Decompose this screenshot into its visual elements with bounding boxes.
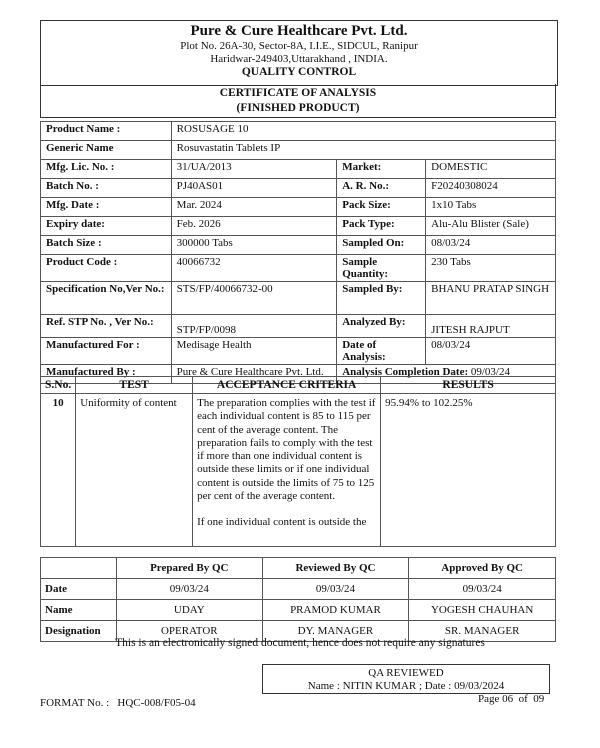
- table-row: [41, 217, 556, 236]
- approved-name: YOGESH CHAUHAN: [409, 600, 556, 621]
- table-row: [41, 255, 556, 282]
- table-header-row: [41, 558, 556, 579]
- product-name-value: ROSUSAGE 10: [171, 122, 555, 141]
- mfg-date-label: Mfg. Date :: [41, 198, 172, 217]
- mfg-date-value: Mar. 2024: [171, 198, 337, 217]
- name-label: Name: [41, 600, 117, 621]
- address-line-2: Haridwar-249403,Uttarakhand , INDIA.: [210, 53, 388, 65]
- approved-date: 09/03/24: [409, 579, 556, 600]
- mfd-by-label: Manufactured By :: [41, 365, 172, 384]
- doa-value: 08/03/24: [426, 338, 556, 365]
- document-title: CERTIFICATE OF ANALYSIS: [219, 87, 377, 99]
- prepared-designation: OPERATOR: [116, 621, 262, 642]
- ar-no-label: A. R. No.:: [337, 179, 426, 198]
- mfd-by-value: Pure & Cure Healthcare Pvt. Ltd.: [171, 365, 337, 384]
- spec-value: STS/FP/40066732-00: [171, 282, 337, 315]
- table-row: [41, 179, 556, 198]
- table-row: [41, 122, 556, 141]
- reviewed-name: PRAMOD KUMAR: [262, 600, 409, 621]
- date-label: Date: [41, 579, 117, 600]
- expiry-label: Expiry date:: [41, 217, 172, 236]
- table-row: [41, 236, 556, 255]
- reviewed-by-header: Reviewed By QC: [262, 558, 409, 579]
- analyzed-by-value: JITESH RAJPUT: [426, 315, 556, 338]
- batch-size-value: 300000 Tabs: [171, 236, 337, 255]
- table-row: [41, 394, 556, 547]
- sampled-on-label: Sampled On:: [337, 236, 426, 255]
- analyzed-by-label: Analyzed By:: [337, 315, 426, 338]
- document-subtitle: (FINISHED PRODUCT): [236, 102, 360, 114]
- sampled-by-value: BHANU PRATAP SINGH: [426, 282, 556, 315]
- batch-no-label: Batch No. :: [41, 179, 172, 198]
- prepared-name: UDAY: [116, 600, 262, 621]
- pack-type-label: Pack Type:: [337, 217, 426, 236]
- test-result: 95.94% to 102.25%: [381, 394, 556, 547]
- test-name: Uniformity of content: [76, 394, 193, 547]
- approved-by-header: Approved By QC: [409, 558, 556, 579]
- table-row: [41, 579, 556, 600]
- completion-value: 09/03/24: [470, 366, 510, 378]
- product-code-value: 40066732: [171, 255, 337, 282]
- sampled-on-value: 08/03/24: [426, 236, 556, 255]
- table-row: [41, 160, 556, 179]
- document-title-block: [40, 84, 556, 118]
- prepared-date: 09/03/24: [116, 579, 262, 600]
- ref-stp-value: STP/FP/0098: [171, 315, 337, 338]
- criteria-paragraph-2: If one individual content is outside the: [197, 516, 367, 529]
- criteria-paragraph-1: The preparation complies with the test if each individual content is 85 to 115 per cent of the average content. The preparation fails to comply with the test if more than one individual content is outside these limits or if one individual content is outside the limits of 75 to 125 per cent of the average content.: [197, 397, 376, 503]
- market-label: Market:: [337, 160, 426, 179]
- completion-label: Analysis Completion Date:: [342, 366, 469, 378]
- table-row: [41, 315, 556, 338]
- signature-table: [40, 557, 556, 642]
- expiry-value: Feb. 2026: [171, 217, 337, 236]
- col-header-results: RESULTS: [381, 377, 556, 394]
- sampled-by-label: Sampled By:: [337, 282, 426, 315]
- table-row: [41, 338, 556, 365]
- generic-name-value: Rosuvastatin Tablets IP: [171, 141, 555, 160]
- test-criteria: [193, 394, 381, 547]
- col-header-criteria: ACCEPTANCE CRITERIA: [193, 377, 381, 394]
- test-sno: 10: [41, 394, 76, 547]
- pack-size-value: 1x10 Tabs: [426, 198, 556, 217]
- page-number: Page 06 of 09: [478, 693, 545, 705]
- pack-size-label: Pack Size:: [337, 198, 426, 217]
- sign-header-blank: [41, 558, 117, 579]
- col-header-sno: S.No.: [41, 377, 76, 394]
- spec-label: Specification No,Ver No.:: [41, 282, 172, 315]
- product-name-label: Product Name :: [41, 122, 172, 141]
- prepared-by-header: Prepared By QC: [116, 558, 262, 579]
- product-code-label: Product Code :: [41, 255, 172, 282]
- mfd-for-value: Medisage Health: [171, 338, 337, 365]
- reviewed-designation: DY. MANAGER: [262, 621, 409, 642]
- company-name: Pure & Cure Healthcare Pvt. Ltd.: [190, 23, 408, 39]
- qa-title: QA REVIEWED: [368, 667, 444, 679]
- qa-reviewed-box: [262, 664, 550, 694]
- col-header-test: TEST: [76, 377, 193, 394]
- address-line-1: Plot No. 26A-30, Sector-8A, I.I.E., SIDCUL, Ranipur: [180, 40, 418, 52]
- sample-qty-label: Sample Quantity:: [337, 255, 426, 282]
- electronic-signature-note: This is an electronically signed document, hence does not require any signatures: [115, 637, 485, 649]
- format-number: FORMAT No. : HQC-008/F05-04: [40, 697, 196, 709]
- company-header: [40, 20, 558, 86]
- table-row: [41, 600, 556, 621]
- batch-no-value: PJ40AS01: [171, 179, 337, 198]
- doa-label: Date of Analysis:: [337, 338, 426, 365]
- table-row: [41, 198, 556, 217]
- ref-stp-label: Ref. STP No. , Ver No.:: [41, 315, 172, 338]
- designation-label: Designation: [41, 621, 117, 642]
- mfg-lic-value: 31/UA/2013: [171, 160, 337, 179]
- market-value: DOMESTIC: [426, 160, 556, 179]
- sample-qty-value: 230 Tabs: [426, 255, 556, 282]
- product-info-table: [40, 121, 556, 384]
- mfd-for-label: Manufactured For :: [41, 338, 172, 365]
- reviewed-date: 09/03/24: [262, 579, 409, 600]
- mfg-lic-label: Mfg. Lic. No. :: [41, 160, 172, 179]
- approved-designation: SR. MANAGER: [409, 621, 556, 642]
- generic-name-label: Generic Name: [41, 141, 172, 160]
- test-results-table: [40, 376, 556, 547]
- department-title: QUALITY CONTROL: [241, 66, 357, 78]
- ar-no-value: F20240308024: [426, 179, 556, 198]
- table-row: [41, 141, 556, 160]
- table-header-row: [41, 377, 556, 394]
- pack-type-value: Alu-Alu Blister (Sale): [426, 217, 556, 236]
- qa-reviewer-line: Name : NITIN KUMAR ; Date : 09/03/2024: [307, 680, 505, 692]
- batch-size-label: Batch Size :: [41, 236, 172, 255]
- table-row: [41, 282, 556, 315]
